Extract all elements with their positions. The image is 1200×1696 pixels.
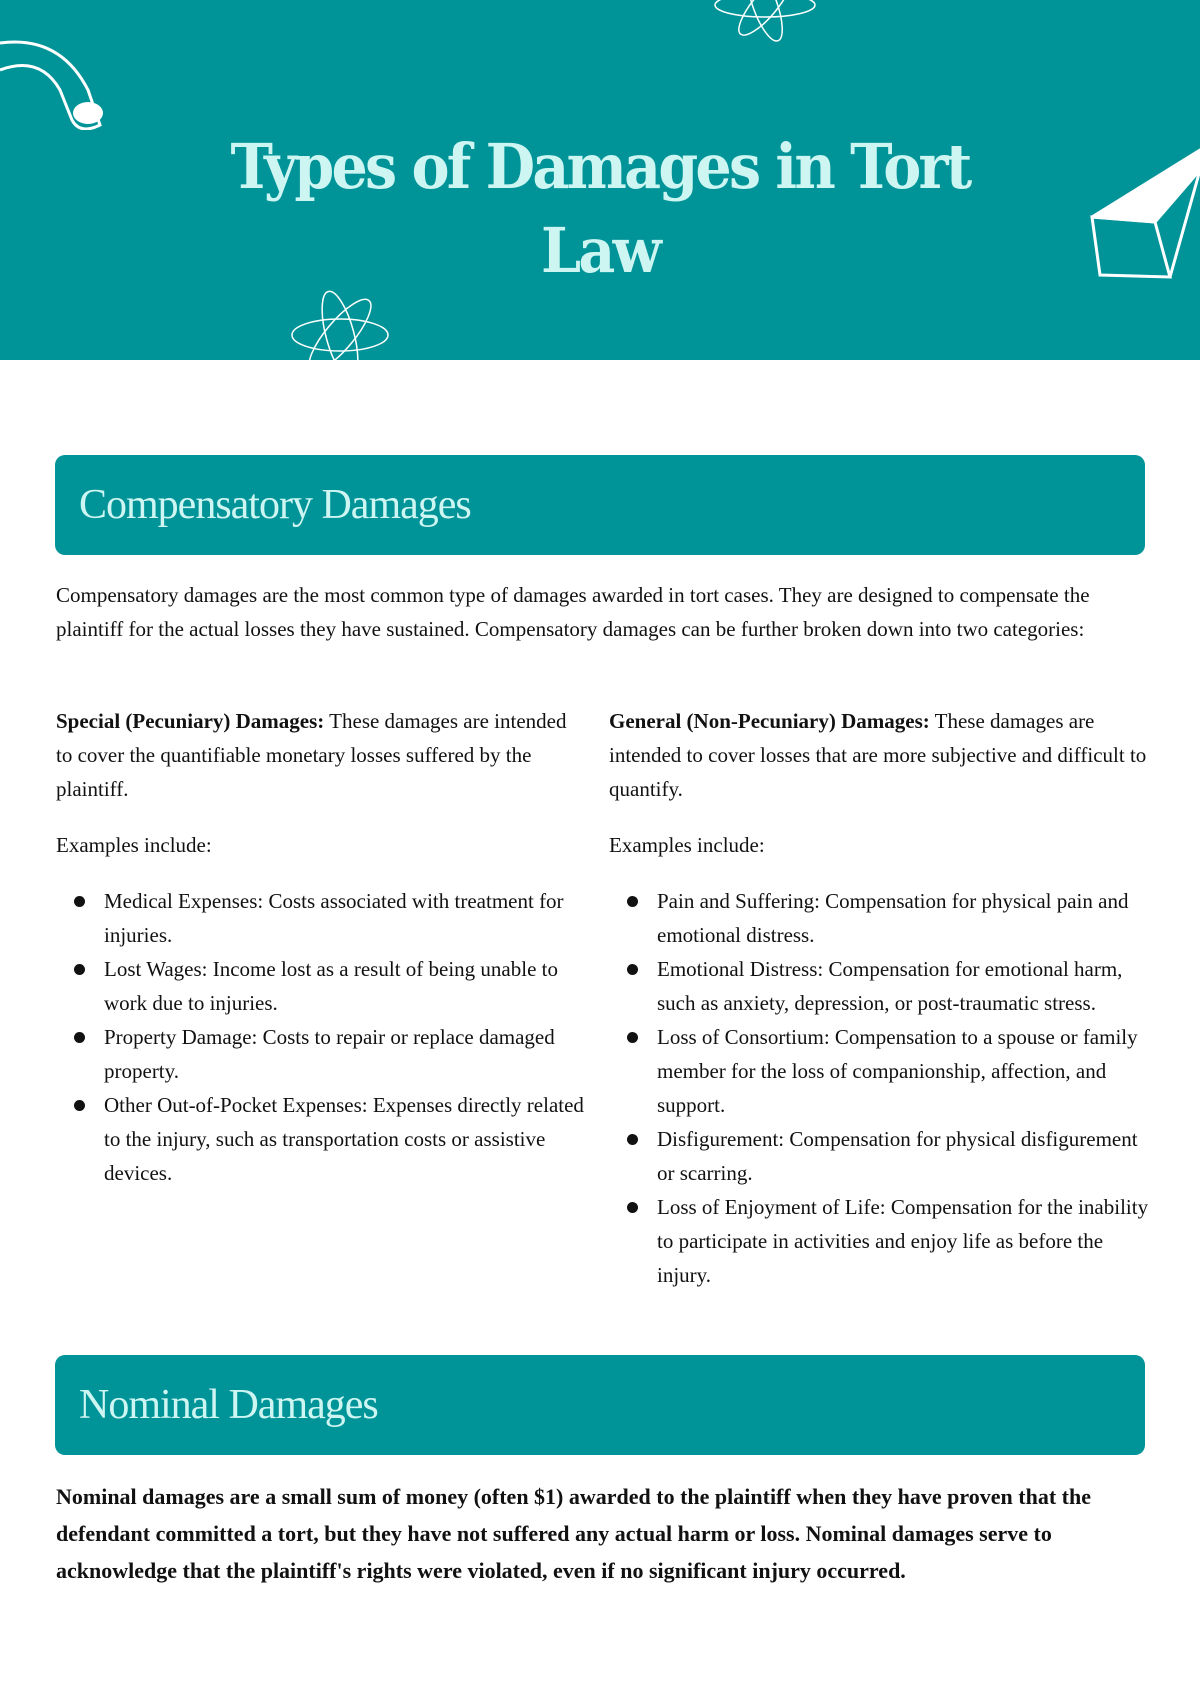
list-item: Other Out-of-Pocket Expenses: Expenses directly related to the injury, such as transportation costs or assistive devices. <box>56 1088 586 1190</box>
compensatory-section-header <box>55 455 1145 555</box>
compensatory-intro: Compensatory damages are the most common type of damages awarded in tort cases. They are designed to compensate the plaintiff for the actual losses they have sustained. Compensatory damages can be further broken down into two categories: <box>56 583 1090 641</box>
special-label: Special (Pecuniary) Damages: <box>56 709 325 733</box>
special-examples-list <box>56 884 586 1190</box>
special-damages-column <box>56 704 586 1190</box>
page-title: Types of Damages in Tort Law <box>230 130 970 287</box>
prism-decoration-icon <box>1090 145 1200 285</box>
list-item: Property Damage: Costs to repair or replace damaged property. <box>56 1020 586 1088</box>
list-item: Medical Expenses: Costs associated with treatment for injuries. <box>56 884 586 952</box>
atom-decoration-icon <box>280 290 400 360</box>
general-text: These damages are intended to cover losses that are more subjective and difficult to quantify. <box>609 709 1147 801</box>
general-examples-label: Examples include: <box>609 833 765 857</box>
general-description <box>609 704 1149 806</box>
list-item: Disfigurement: Compensation for physical disfigurement or scarring. <box>609 1122 1149 1190</box>
list-item: Pain and Suffering: Compensation for physical pain and emotional distress. <box>609 884 1149 952</box>
atom-decoration-icon <box>705 0 825 50</box>
list-item: Loss of Enjoyment of Life: Compensation for the inability to participate in activities and enjoy life as before the injury. <box>609 1190 1149 1292</box>
general-examples-list <box>609 884 1149 1292</box>
list-item: Loss of Consortium: Compensation to a spouse or family member for the loss of companionship, affection, and support. <box>609 1020 1149 1122</box>
special-text: These damages are intended to cover the quantifiable monetary losses suffered by the plaintiff. <box>56 709 567 801</box>
special-examples-label: Examples include: <box>56 833 212 857</box>
nominal-section-header <box>55 1355 1145 1455</box>
nominal-text: Nominal damages are a small sum of money (often $1) awarded to the plaintiff when they have proven that the defendant committed a tort, but they have not suffered any actual harm or loss. Nominal damages serve to acknowledge that the plaintiff's rights were violated, even if no significant injury occurred. <box>56 1484 1091 1583</box>
general-label: General (Non-Pecuniary) Damages: <box>609 709 930 733</box>
list-item: Emotional Distress: Compensation for emotional harm, such as anxiety, depression, or post-traumatic stress. <box>609 952 1149 1020</box>
arch-decoration-icon <box>0 35 115 130</box>
special-description <box>56 704 586 806</box>
compensatory-heading: Compensatory Damages <box>79 482 471 528</box>
list-item: Lost Wages: Income lost as a result of being unable to work due to injuries. <box>56 952 586 1020</box>
nominal-heading: Nominal Damages <box>79 1382 378 1428</box>
general-damages-column <box>609 704 1149 1292</box>
header-banner <box>0 0 1200 360</box>
